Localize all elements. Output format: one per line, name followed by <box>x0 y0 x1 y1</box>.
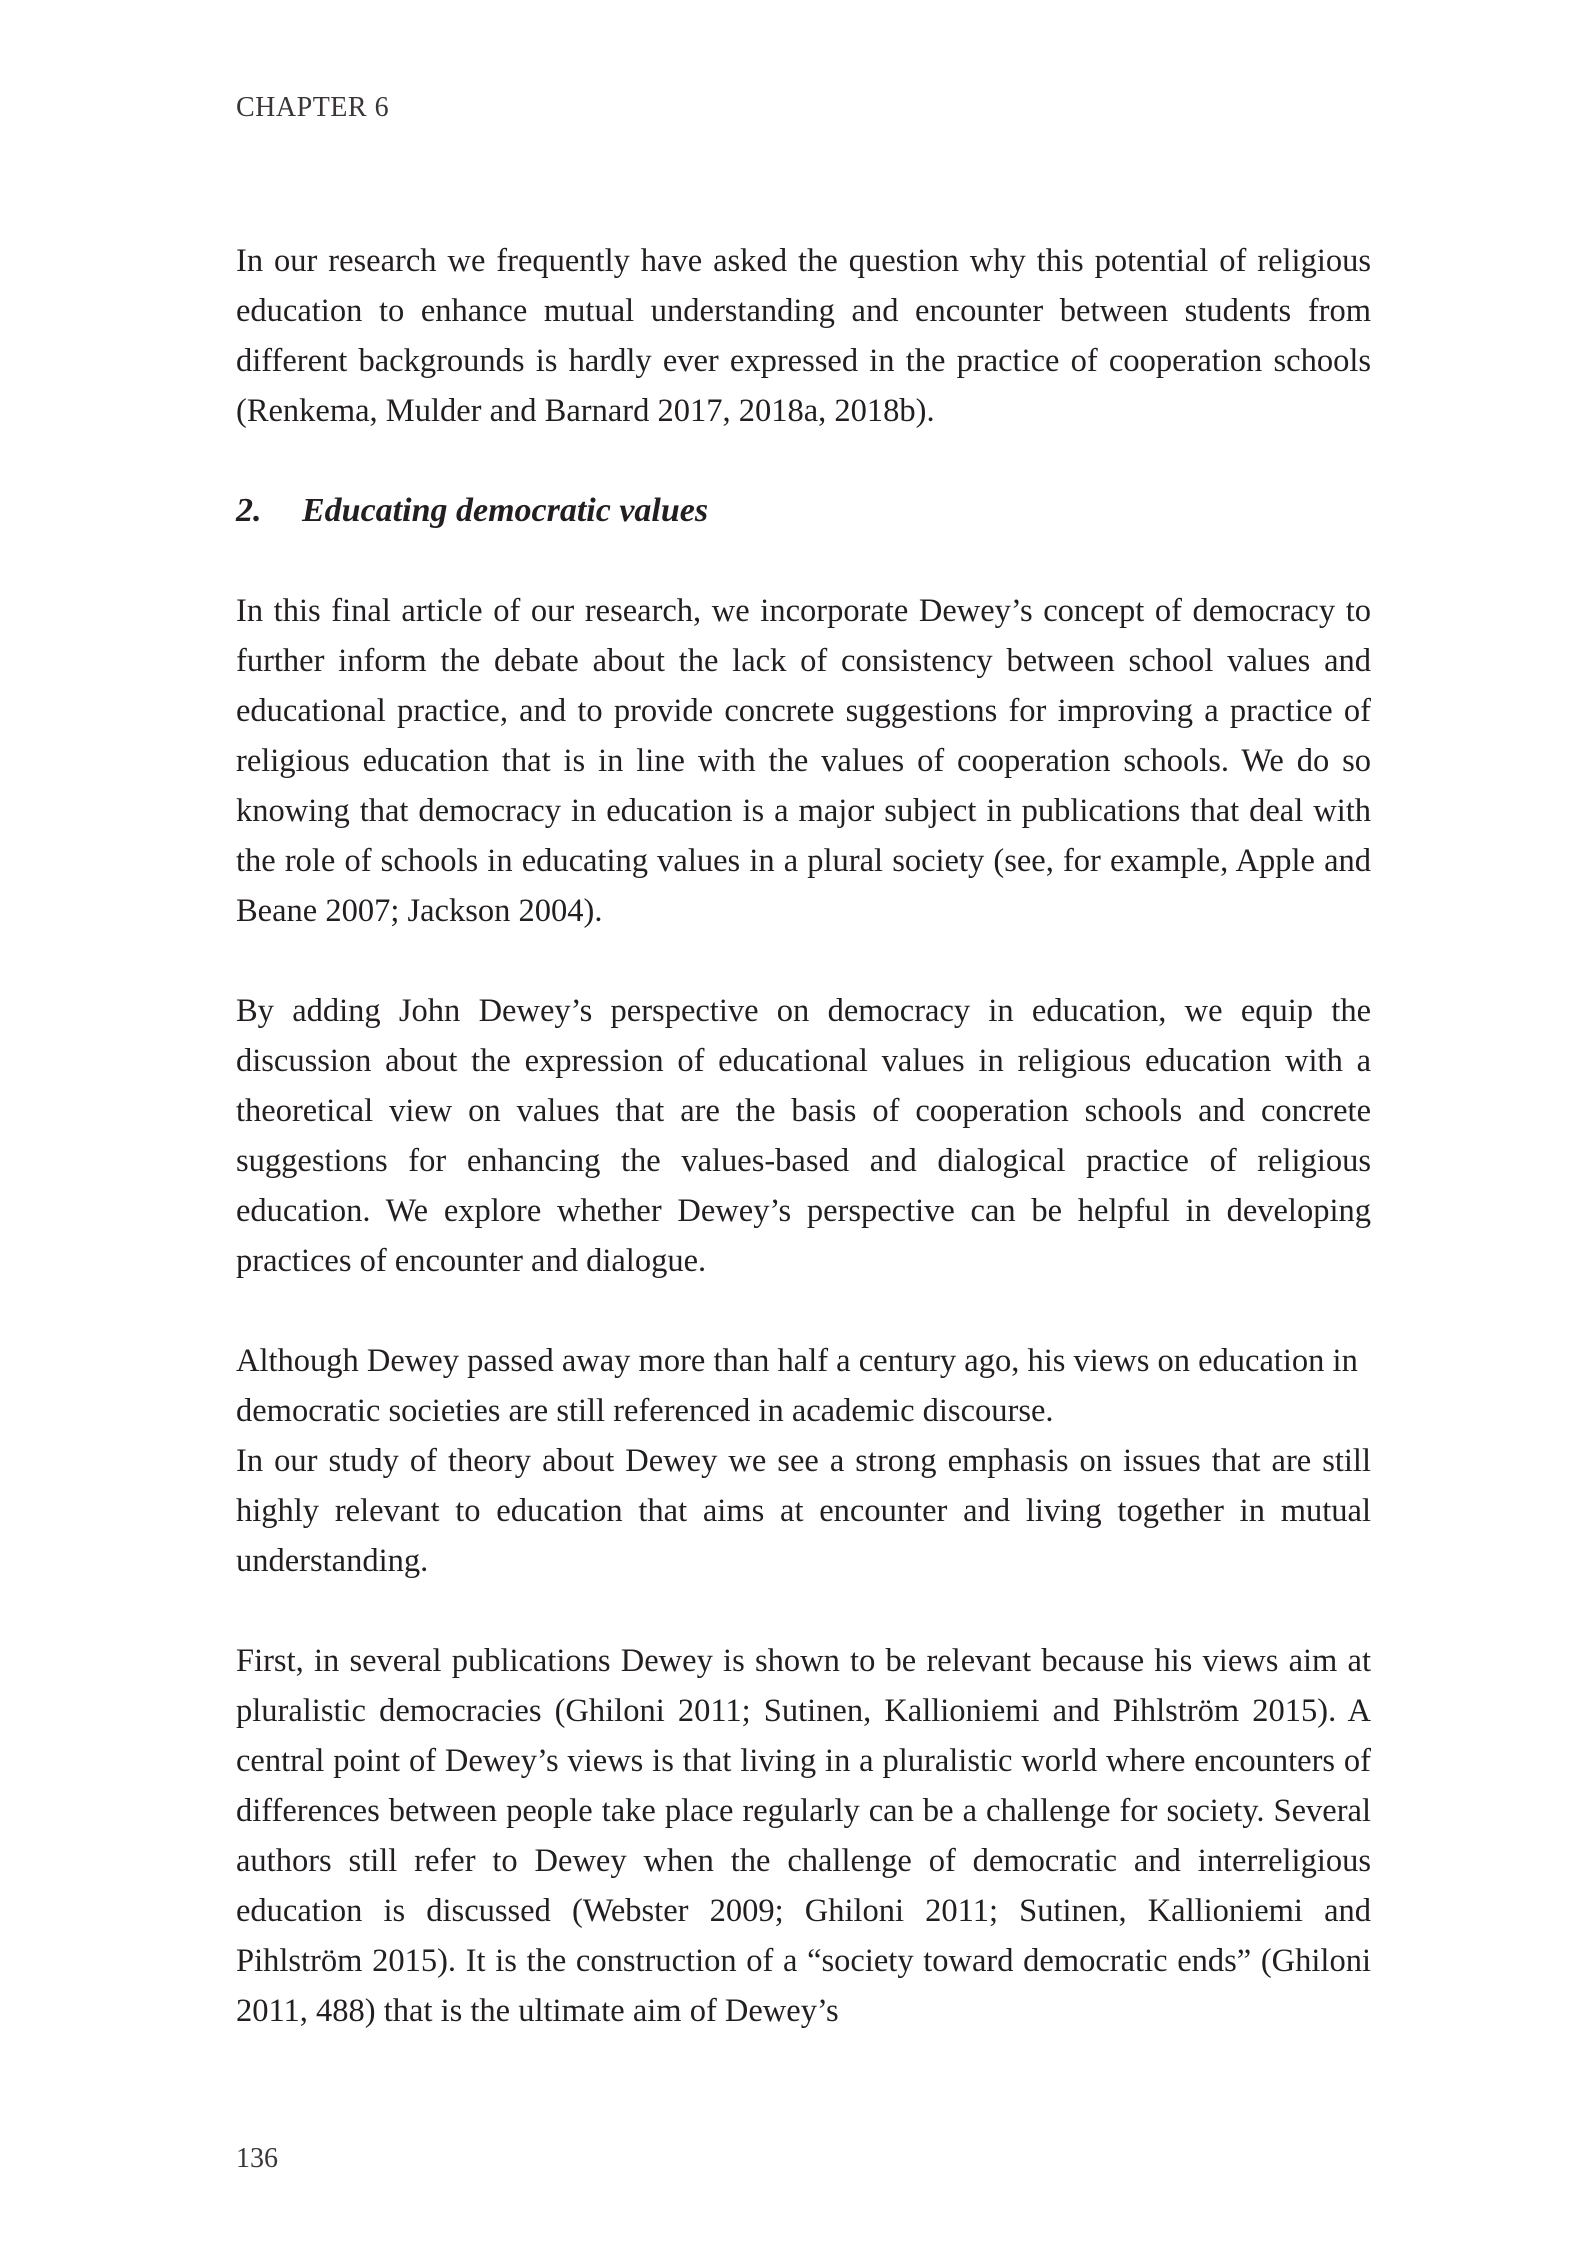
paragraph-3: Although Dewey passed away more than half a century ago, his views on education in democratic societies are still referenced in academic discourse. <box>236 1343 1358 1429</box>
paragraph-2: By adding John Dewey’s perspective on democracy in education, we equip the discussion about the expression of educational values in religious education with a theoretical view on values that are the basis of cooperation schools and concrete suggestions for enhancing the values-based and dialogical practice of religious education. We explore whether Dewey’s perspective can be helpful in developing practices of encounter and dialogue. <box>236 993 1371 1279</box>
section-number: 2. <box>236 492 262 529</box>
paragraph-1: In this final article of our research, we incorporate Dewey’s concept of democracy to further inform the debate about the lack of consistency between school values and educational practice, and to provide concrete suggestions for improving a practice of religious education that is in line with the values of cooperation schools. We do so knowing that democracy in education is a major subject in publications that deal with the role of schools in educating values in a plural society (see, for example, Apple and Beane 2007; Jackson 2004). <box>236 593 1371 929</box>
paragraph-5: First, in several publications Dewey is shown to be relevant because his views aim at pluralistic democracies (Ghiloni 2011; Sutinen, Kallioniemi and Pihlström 2015). A central point of Dewey’s views is that living in a pluralistic world where encounters of differences between people take place regularly can be a challenge for society. Several authors still refer to Dewey when the challenge of democratic and interreligious education is discussed (Webster 2009; Ghiloni 2011; Sutinen, Kallioniemi and Pihlström 2015). It is the construction of a “society toward democratic ends” (Ghiloni 2011, 488) that is the ultimate aim of Dewey’s <box>236 1643 1371 2029</box>
section-title: Educating democratic values <box>302 492 709 529</box>
page-number: 136 <box>236 2143 278 2174</box>
section-heading <box>236 486 1371 536</box>
running-head: CHAPTER 6 <box>236 92 390 123</box>
paragraph-4: In our study of theory about Dewey we see a strong emphasis on issues that are still highly relevant to education that aims at encounter and living together in mutual understanding. <box>236 1443 1371 1579</box>
paragraph-intro: In our research we frequently have asked the question why this potential of religious education to enhance mutual understanding and encounter between students from different backgrounds is hardly ever expressed in the practice of cooperation schools (Renkema, Mulder and Barnard 2017, 2018a, 2018b). <box>236 243 1371 429</box>
body-text <box>236 236 1371 2036</box>
